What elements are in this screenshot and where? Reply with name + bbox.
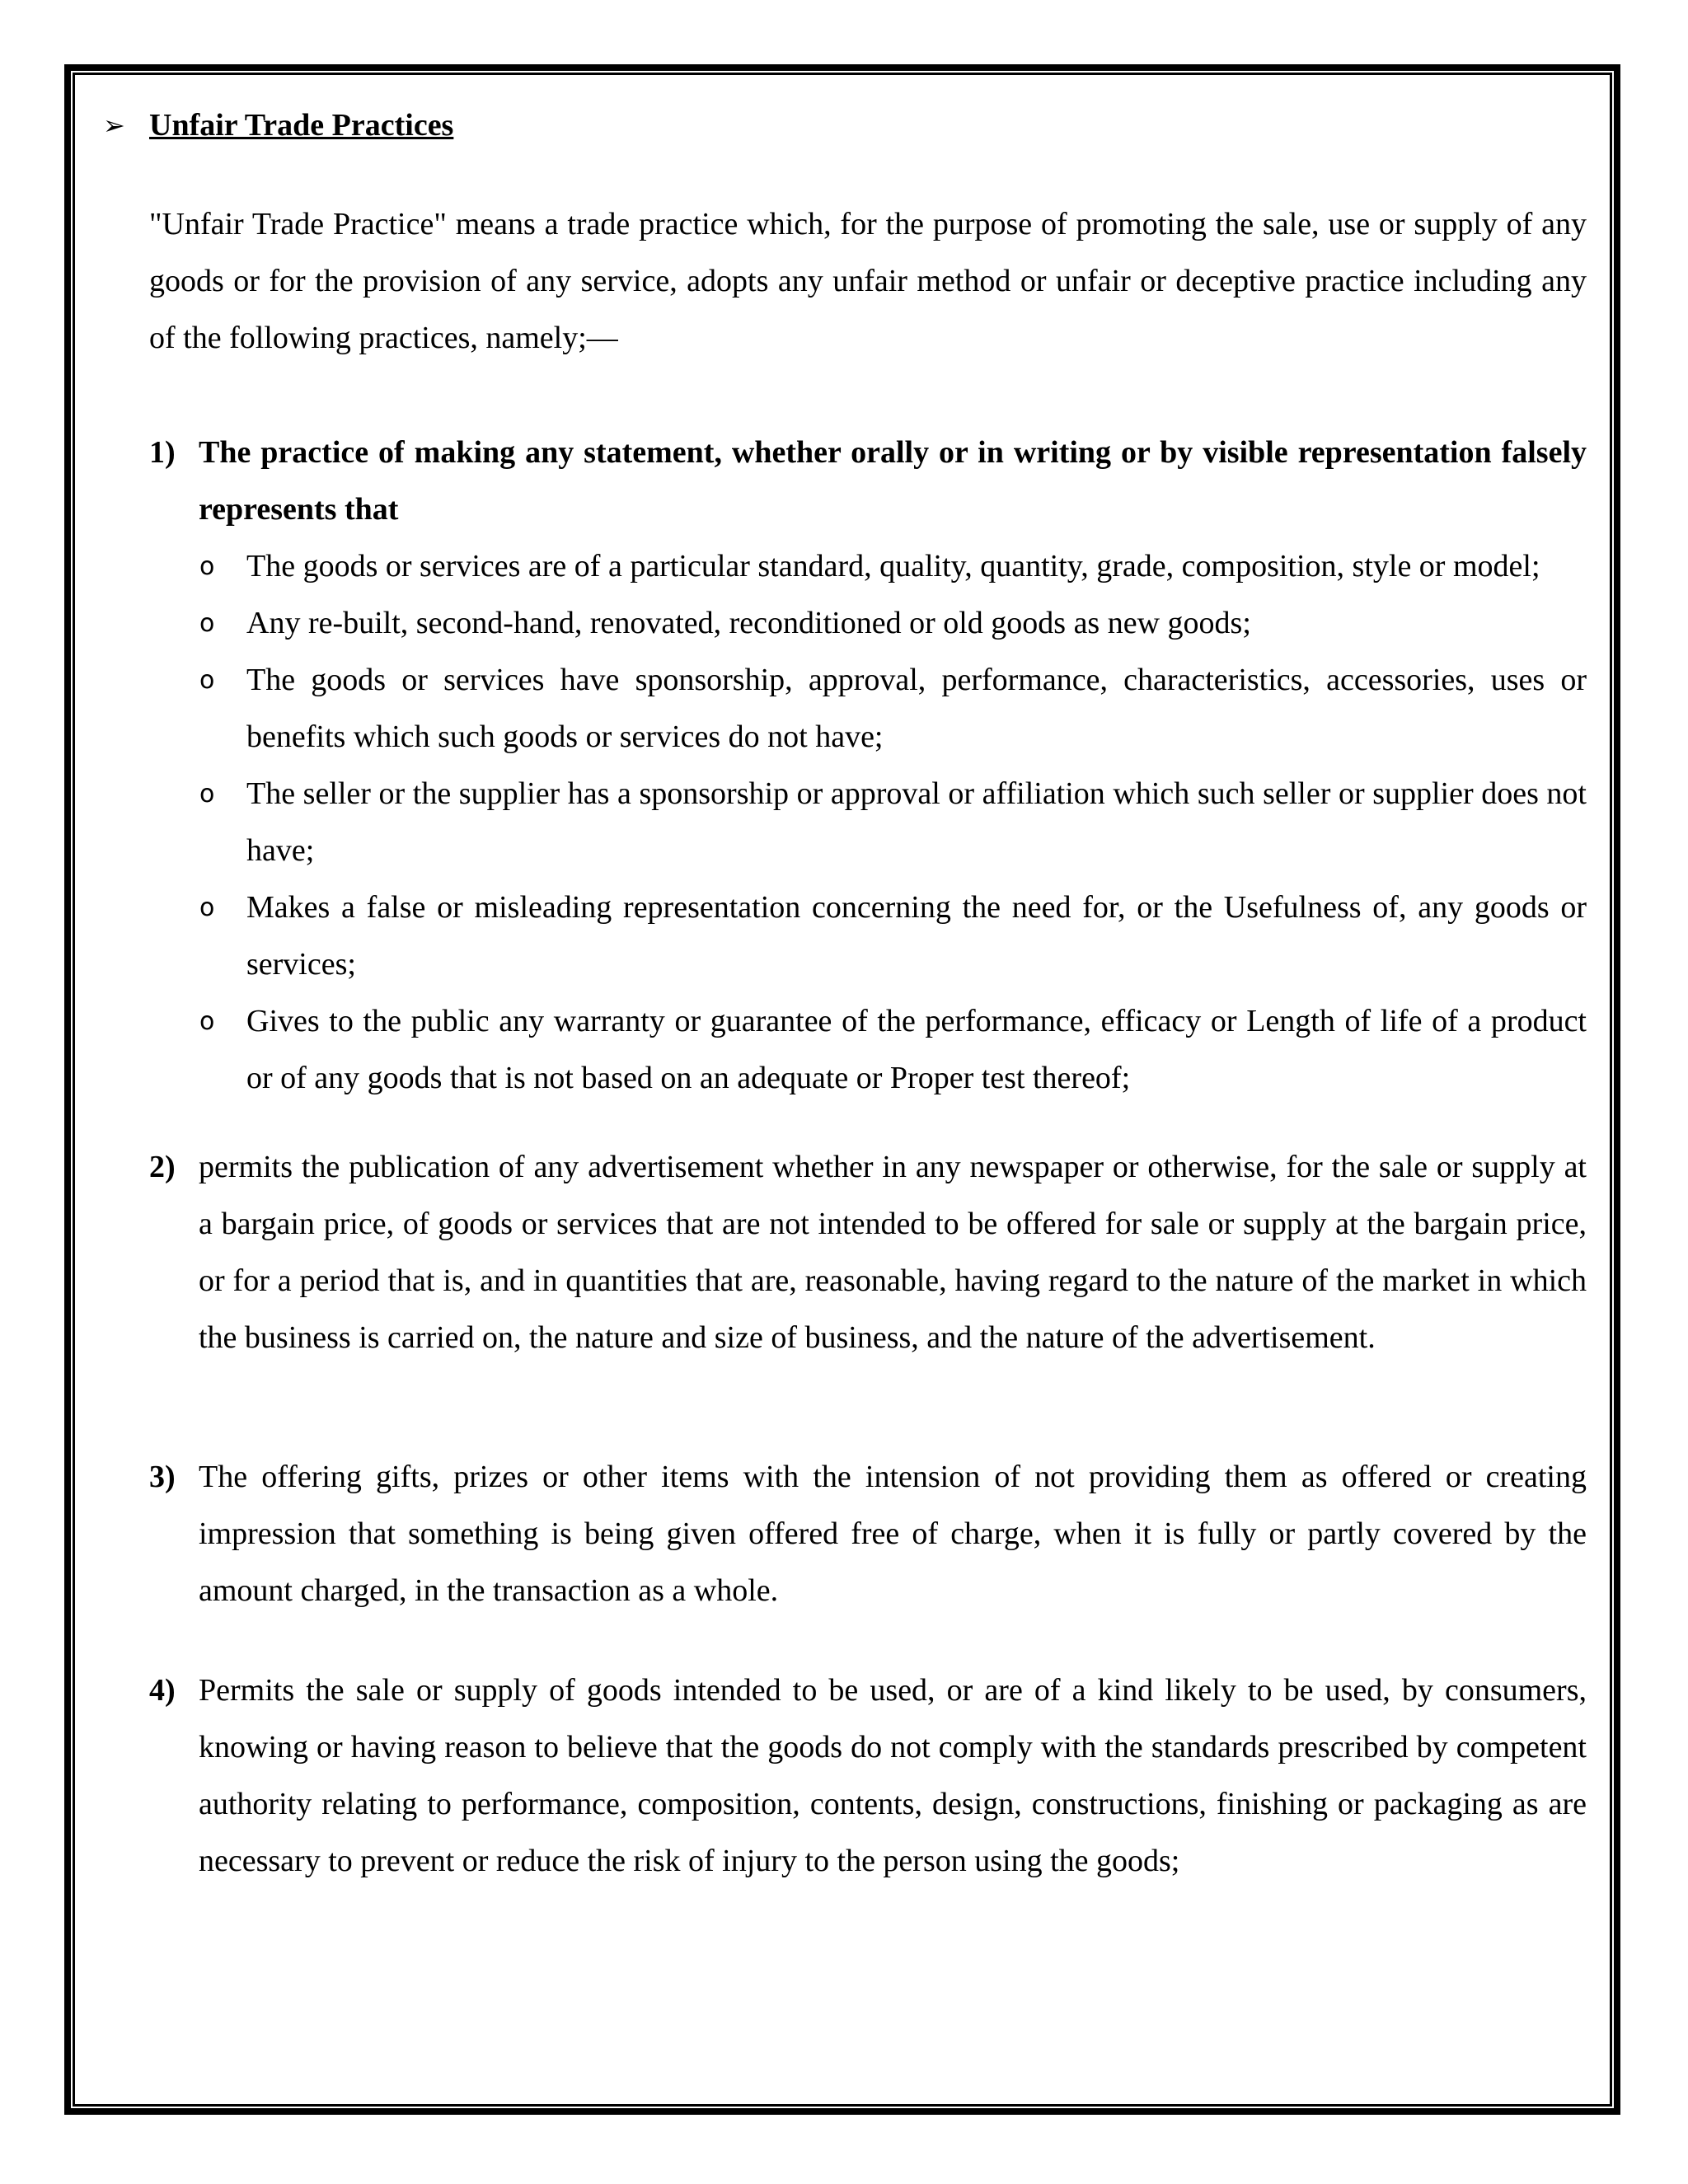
list-item-text: The practice of making any statement, whether orally or in writing or by visible representation falsely represents that <box>199 435 1587 527</box>
circle-bullet-icon: o <box>199 609 215 638</box>
document-body <box>103 97 1587 1890</box>
sub-bullet-item <box>103 879 1587 993</box>
section-title: Unfair Trade Practices <box>149 108 454 143</box>
list-item-text: Permits the sale or supply of goods intended to be used, or are of a kind likely to be used, by consumers, knowing or having reason to believe that the goods do not comply with the standards prescribed by competent authority relating to performance, composition, contents, design, constructions, finishing or packaging as are necessary to prevent or reduce the risk of injury to the person using the goods; <box>199 1673 1587 1878</box>
arrow-bullet-icon: ➢ <box>103 110 125 141</box>
list-item-3 <box>103 1449 1587 1619</box>
section-heading <box>103 97 1587 154</box>
sub-bullet-item <box>103 595 1587 652</box>
sub-bullet-item <box>103 538 1587 595</box>
circle-bullet-icon: o <box>199 1007 215 1036</box>
list-item-text: The offering gifts, prizes or other items with the intension of not providing them as offered or creating impression that something is being given offered free of charge, when it is fully or partly covered by the amount charged, in the transaction as a whole. <box>199 1460 1587 1608</box>
list-item-number: 4) <box>149 1673 176 1708</box>
list-item-number: 3) <box>149 1460 176 1494</box>
sub-bullet-list <box>103 538 1587 1107</box>
sub-bullet-item <box>103 766 1587 879</box>
list-item-1 <box>103 424 1587 538</box>
sub-bullet-text: Makes a false or misleading representation concerning the need for, or the Usefulness of, any goods or services; <box>246 890 1587 982</box>
sub-bullet-text: The goods or services have sponsorship, approval, performance, characteristics, accessories, uses or benefits which such goods or services do not have; <box>246 663 1587 754</box>
sub-bullet-text: Any re-built, second-hand, renovated, reconditioned or old goods as new goods; <box>246 606 1251 640</box>
list-item-text: permits the publication of any advertisement whether in any newspaper or otherwise, for the sale or supply at a bargain price, of goods or services that are not intended to be offered for sale or supply at the bargain price, or for a period that is, and in quantities that are, reasonable, having regard to the nature of the market in which the business is carried on, the nature and size of business, and the nature of the advertisement. <box>199 1150 1587 1355</box>
circle-bullet-icon: o <box>199 893 215 922</box>
circle-bullet-icon: o <box>199 666 215 695</box>
sub-bullet-item <box>103 652 1587 766</box>
circle-bullet-icon: o <box>199 552 215 581</box>
sub-bullet-text: The seller or the supplier has a sponsorship or approval or affiliation which such seller or supplier does not have; <box>246 776 1587 868</box>
sub-bullet-text: The goods or services are of a particular standard, quality, quantity, grade, composition, style or model; <box>246 549 1540 583</box>
sub-bullet-text: Gives to the public any warranty or guarantee of the performance, efficacy or Length of life of a product or of any goods that is not based on an adequate or Proper test thereof; <box>246 1004 1587 1095</box>
list-item-2 <box>103 1139 1587 1366</box>
list-item-number: 2) <box>149 1150 176 1184</box>
list-item-number: 1) <box>149 435 176 470</box>
sub-bullet-item <box>103 993 1587 1107</box>
list-item-4 <box>103 1662 1587 1890</box>
circle-bullet-icon: o <box>199 780 215 808</box>
intro-paragraph: "Unfair Trade Practice" means a trade practice which, for the purpose of promoting the sale, use or supply of any goods or for the provision of any service, adopts any unfair method or unfair or deceptive practice including any of the following practices, namely;— <box>149 207 1587 355</box>
